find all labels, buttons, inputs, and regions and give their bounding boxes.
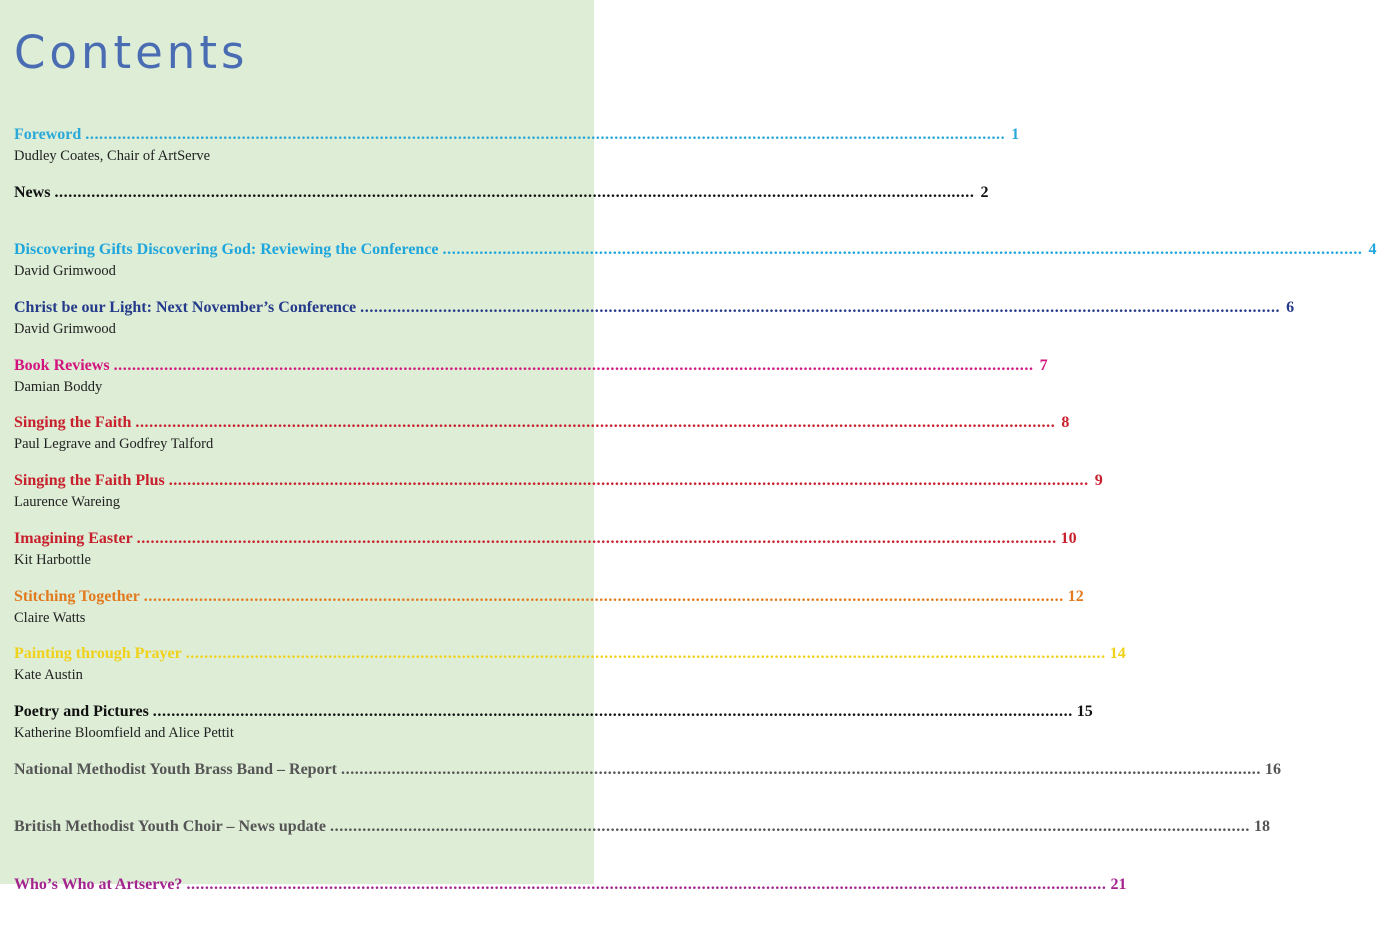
entry-heading: Poetry and Pictures bbox=[14, 702, 149, 720]
entry-title-line bbox=[14, 816, 1271, 838]
entry-page-number: 14 bbox=[1109, 645, 1126, 663]
dot-leader: ........................................................................................................................................................................................................ bbox=[341, 760, 1261, 778]
contents-entry[interactable] bbox=[14, 355, 1048, 413]
dot-leader: ........................................................................................................................................................................................................ bbox=[143, 587, 1064, 605]
contents-list bbox=[14, 124, 1377, 932]
entry-author: Kate Austin bbox=[14, 667, 83, 684]
entry-heading: News bbox=[14, 183, 51, 201]
entry-author: Kit Harbottle bbox=[14, 551, 91, 568]
entry-page-number: 7 bbox=[1039, 356, 1048, 374]
entry-author: David Grimwood bbox=[14, 263, 116, 280]
entry-page-number: 15 bbox=[1076, 702, 1093, 720]
contents-entry[interactable] bbox=[14, 816, 1271, 874]
entry-title-line bbox=[14, 470, 1103, 492]
entry-heading: Book Reviews bbox=[14, 356, 110, 374]
dot-leader: ........................................................................................................................................................................................................ bbox=[186, 875, 1107, 893]
entry-author: Paul Legrave and Godfrey Talford bbox=[14, 436, 214, 453]
entry-title-line bbox=[14, 239, 1377, 261]
dot-leader: ........................................................................................................................................................................................................ bbox=[136, 529, 1057, 547]
entry-title-line bbox=[14, 874, 1127, 896]
entry-page-number: 4 bbox=[1368, 241, 1377, 259]
dot-leader: ........................................................................................................................................................................................................ bbox=[168, 472, 1089, 490]
entry-heading: British Methodist Youth Choir – News update bbox=[14, 818, 327, 836]
contents-entry[interactable] bbox=[14, 586, 1084, 644]
entry-author: Claire Watts bbox=[14, 609, 86, 626]
entry-title-line bbox=[14, 124, 1020, 146]
entry-heading: Discovering Gifts Discovering God: Reviewing the Conference bbox=[14, 241, 439, 259]
entry-title-line bbox=[14, 701, 1093, 723]
entry-heading: Singing the Faith bbox=[14, 414, 132, 432]
entry-page-number: 8 bbox=[1061, 414, 1070, 432]
contents-entry[interactable] bbox=[14, 759, 1281, 817]
contents-entry[interactable] bbox=[14, 874, 1127, 932]
dot-leader: ........................................................................................................................................................................................................ bbox=[330, 818, 1251, 836]
page-title: Contents bbox=[14, 26, 249, 79]
contents-entry[interactable] bbox=[14, 470, 1103, 528]
dot-leader: ........................................................................................................................................................................................................ bbox=[54, 183, 975, 201]
dot-leader: ........................................................................................................................................................................................................ bbox=[113, 356, 1034, 374]
dot-leader: ........................................................................................................................................................................................................ bbox=[442, 241, 1363, 259]
entry-heading: Who’s Who at Artserve? bbox=[14, 875, 183, 893]
entry-author: Dudley Coates, Chair of ArtServe bbox=[14, 148, 211, 164]
entry-page-number: 6 bbox=[1286, 299, 1295, 317]
entry-title-line bbox=[14, 182, 989, 204]
contents-entry[interactable] bbox=[14, 643, 1126, 701]
dot-leader: ........................................................................................................................................................................................................ bbox=[185, 645, 1106, 663]
entry-heading: Painting through Prayer bbox=[14, 645, 182, 663]
contents-entry[interactable] bbox=[14, 701, 1093, 759]
entry-title-line bbox=[14, 528, 1077, 550]
entry-heading: Imagining Easter bbox=[14, 529, 133, 547]
entry-page-number: 12 bbox=[1067, 587, 1084, 605]
contents-entry[interactable] bbox=[14, 239, 1377, 297]
entry-heading: Stitching Together bbox=[14, 587, 140, 605]
entry-author: Katherine Bloomfield and Alice Pettit bbox=[14, 724, 234, 741]
entry-title-line bbox=[14, 643, 1126, 665]
entry-title-line bbox=[14, 355, 1048, 377]
dot-leader: ........................................................................................................................................................................................................ bbox=[360, 299, 1281, 317]
contents-entry[interactable] bbox=[14, 297, 1295, 355]
entry-author: Laurence Wareing bbox=[14, 494, 121, 511]
entry-author: Damian Boddy bbox=[14, 378, 103, 395]
entry-heading: National Methodist Youth Brass Band – Report bbox=[14, 760, 337, 778]
entry-page-number: 18 bbox=[1254, 818, 1271, 836]
dot-leader: ........................................................................................................................................................................................................ bbox=[152, 702, 1073, 720]
entry-heading: Foreword bbox=[14, 126, 82, 143]
entry-title-line bbox=[14, 412, 1070, 434]
entry-page-number: 1 bbox=[1011, 126, 1020, 143]
contents-entry[interactable] bbox=[14, 124, 1020, 182]
entry-heading: Singing the Faith Plus bbox=[14, 472, 165, 490]
entry-page-number: 21 bbox=[1110, 875, 1127, 893]
entry-page-number: 9 bbox=[1094, 472, 1103, 490]
contents-entry[interactable] bbox=[14, 528, 1077, 586]
entry-title-line bbox=[14, 759, 1281, 781]
entry-page-number: 16 bbox=[1265, 760, 1281, 778]
contents-entry[interactable] bbox=[14, 182, 989, 240]
dot-leader: ........................................................................................................................................................................................................ bbox=[135, 414, 1056, 432]
entry-title-line bbox=[14, 586, 1084, 608]
entry-title-line bbox=[14, 297, 1295, 319]
entry-heading: Christ be our Light: Next November’s Conference bbox=[14, 299, 357, 317]
entry-page-number: 10 bbox=[1060, 529, 1077, 547]
entry-author: David Grimwood bbox=[14, 321, 116, 338]
contents-entry[interactable] bbox=[14, 412, 1070, 470]
entry-page-number: 2 bbox=[980, 183, 989, 201]
dot-leader: ........................................................................................................................................................................................................ bbox=[85, 126, 1006, 143]
